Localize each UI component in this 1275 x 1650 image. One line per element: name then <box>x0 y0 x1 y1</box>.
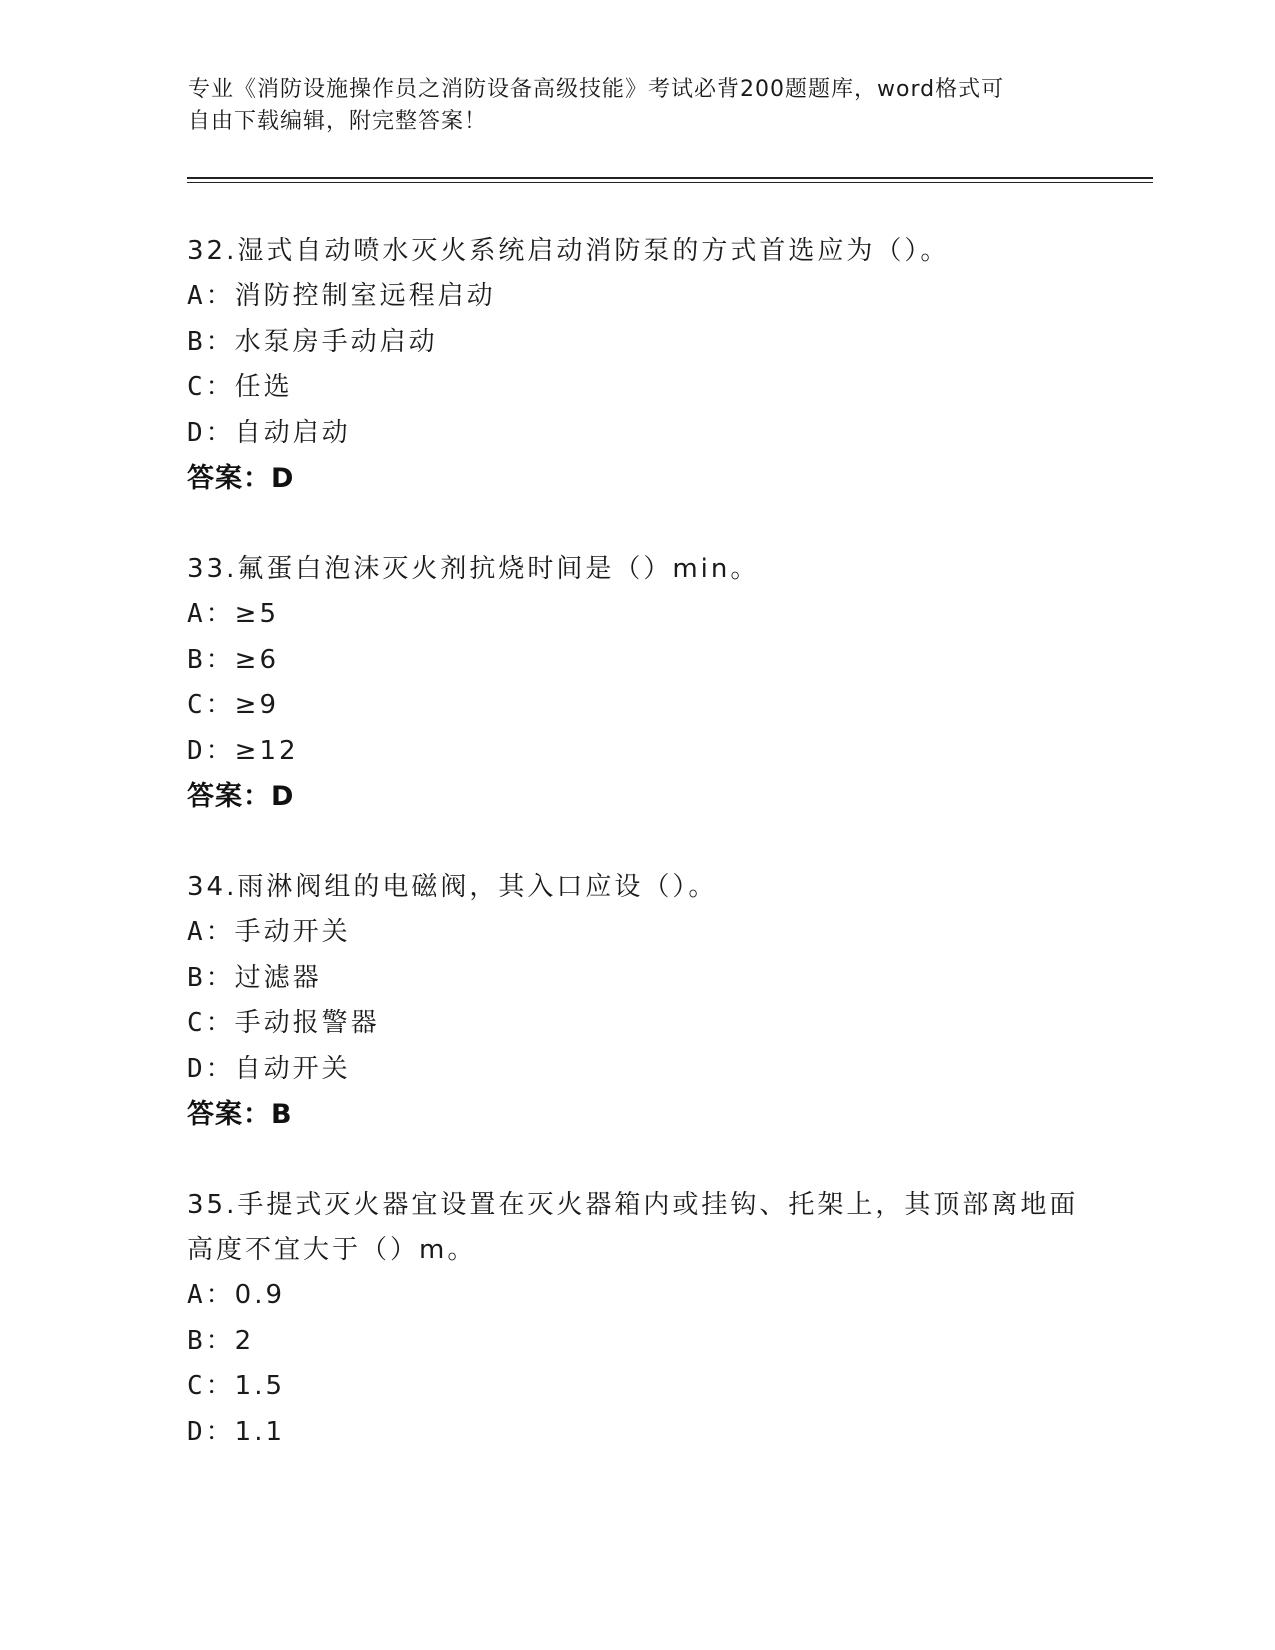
option-c <box>187 365 1087 411</box>
option-a <box>187 592 1087 638</box>
option-a <box>187 1273 1087 1319</box>
option-text: 自动开关 <box>234 1053 351 1084</box>
question-stem-continued: 高度不宜大于（）m。 <box>187 1235 477 1265</box>
option-text: 水泵房手动启动 <box>234 326 438 357</box>
option-key: A： <box>187 1280 235 1310</box>
answer-label: 答案：D <box>187 463 295 494</box>
option-text: 手动开关 <box>234 917 351 947</box>
question-35 <box>187 1183 1087 1455</box>
question-33 <box>187 547 1087 820</box>
option-text: ≥5 <box>234 599 279 629</box>
option-key: D： <box>187 417 235 448</box>
option-text: 任选 <box>234 372 293 402</box>
option-key: C： <box>187 1371 235 1401</box>
option-key: B： <box>187 326 235 357</box>
document-header <box>188 74 1068 138</box>
option-c <box>187 1001 1087 1047</box>
option-text: ≥6 <box>234 644 279 675</box>
option-key: A： <box>187 281 235 311</box>
option-text: 1.5 <box>234 1371 286 1401</box>
option-text: 手动报警器 <box>234 1008 380 1038</box>
option-c <box>187 1364 1087 1410</box>
option-b <box>187 320 1087 366</box>
option-key: B： <box>187 962 235 993</box>
question-stem: 33.氟蛋白泡沫灭火剂抗烧时间是（）min。 <box>187 554 760 584</box>
question-34 <box>187 865 1087 1138</box>
option-key: D： <box>187 1416 235 1447</box>
option-c <box>187 683 1087 729</box>
question-stem: 34.雨淋阀组的电磁阀，其入口应设（）。 <box>187 872 718 902</box>
option-key: A： <box>187 599 235 629</box>
option-key: A： <box>187 917 235 947</box>
question-stem: 32.湿式自动喷水灭火系统启动消防泵的方式首选应为（）。 <box>187 236 950 266</box>
option-text: ≥9 <box>234 690 279 720</box>
option-text: 1.1 <box>234 1416 286 1447</box>
option-key: C： <box>187 372 235 402</box>
option-text: 2 <box>234 1325 255 1356</box>
option-b <box>187 638 1087 684</box>
option-key: B： <box>187 644 235 675</box>
header-rule-thick <box>187 177 1153 179</box>
option-b <box>187 1319 1087 1365</box>
option-text: 过滤器 <box>234 962 322 993</box>
option-d <box>187 1410 1087 1456</box>
option-text: ≥12 <box>234 735 299 766</box>
option-key: B： <box>187 1325 235 1356</box>
header-line-1: 专业《消防设施操作员之消防设备高级技能》考试必背200题题库，word格式可 <box>188 77 1005 102</box>
option-text: 自动启动 <box>234 417 351 448</box>
header-rule-thin <box>187 182 1153 183</box>
answer-label: 答案：D <box>187 781 295 812</box>
question-stem: 35.手提式灭火器宜设置在灭火器箱内或挂钩、托架上，其顶部离地面 <box>187 1190 1079 1220</box>
option-a <box>187 910 1087 956</box>
option-key: D： <box>187 1053 235 1084</box>
option-text: 0.9 <box>234 1280 286 1310</box>
option-text: 消防控制室远程启动 <box>234 281 496 311</box>
answer-label: 答案：B <box>187 1099 293 1130</box>
option-d <box>187 411 1087 457</box>
header-line-2: 自由下载编辑，附完整答案！ <box>188 109 488 134</box>
question-32 <box>187 229 1087 502</box>
option-d <box>187 729 1087 775</box>
option-b <box>187 956 1087 1002</box>
option-d <box>187 1047 1087 1093</box>
option-key: C： <box>187 1008 235 1038</box>
option-key: D： <box>187 735 235 766</box>
option-key: C： <box>187 690 235 720</box>
option-a <box>187 274 1087 320</box>
